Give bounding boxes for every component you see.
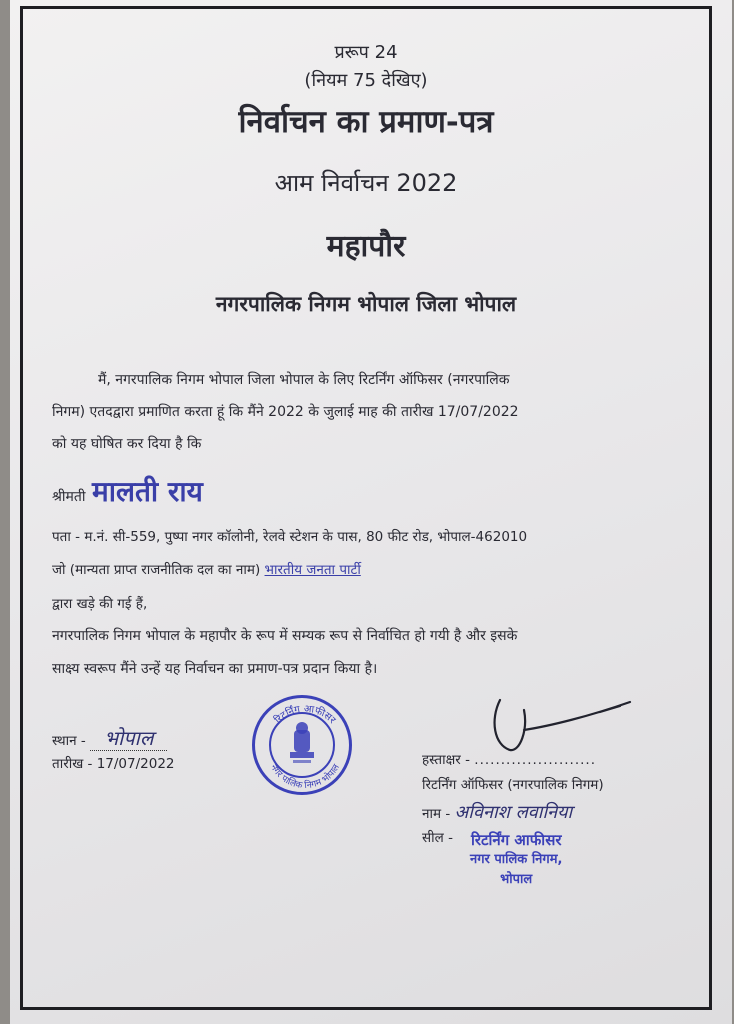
party-row bbox=[52, 560, 361, 578]
official-seal bbox=[252, 695, 352, 795]
svg-text:रिटर्निंग आफीसर bbox=[272, 704, 338, 727]
form-number: प्ररूप 24 bbox=[334, 42, 398, 63]
officer-name-row bbox=[422, 800, 572, 824]
officer-stamp bbox=[470, 830, 562, 890]
place-label: स्थान - bbox=[52, 733, 86, 749]
certificate-title: निर्वाचन का प्रमाण-पत्र bbox=[238, 104, 494, 140]
svg-text:नगर पालिक निगम भोपाल bbox=[268, 762, 342, 791]
seal-label: सील - bbox=[422, 830, 453, 846]
election-name: आम निर्वाचन 2022 bbox=[274, 169, 458, 197]
rule-reference: (नियम 75 देखिए) bbox=[304, 70, 428, 91]
conclusion-paragraph bbox=[52, 620, 692, 686]
candidate-name: मालती राय bbox=[91, 475, 203, 508]
date-row: तारीख - 17/07/2022 bbox=[52, 756, 175, 772]
place-handwritten: भोपाल bbox=[90, 726, 167, 751]
declaration-paragraph bbox=[52, 364, 692, 460]
place-row bbox=[52, 724, 167, 751]
stamp-line-2: नगर पालिक निगम, bbox=[470, 852, 563, 867]
seal-text-bottom: नगर पालिक निगम भोपाल bbox=[268, 762, 342, 792]
officer-name-handwritten: अविनाश लवानिया bbox=[454, 802, 573, 823]
signature-label: हस्ताक्षर - ....................... bbox=[422, 752, 596, 768]
officer-designation: रिटर्निंग ऑफिसर (नगरपालिक निगम) bbox=[422, 777, 604, 793]
declaration-line-1: मैं, नगरपालिक निगम भोपाल जिला भोपाल के लिए रिटर्निंग ऑफिसर (नगरपालिक bbox=[98, 372, 510, 388]
stamp-line-1: रिटर्निंग आफीसर bbox=[470, 831, 562, 849]
seal-text-top: रिटर्निंग आफीसर bbox=[272, 703, 338, 726]
conclusion-line-2: साक्ष्य स्वरूप मैंने उन्हें यह निर्वाचन का प्रमाण-पत्र प्रदान किया है। bbox=[52, 661, 378, 677]
stood-by-text: द्वारा खड़े की गई हैं, bbox=[52, 596, 148, 612]
post-name: महापौर bbox=[326, 229, 406, 264]
municipal-body: नगरपालिक निगम भोपाल जिला भोपाल bbox=[215, 292, 517, 316]
candidate-honorific: श्रीमती bbox=[52, 489, 86, 505]
declaration-line-2: निगम) एतदद्वारा प्रमाणित करता हूं कि मैंने 2022 के जुलाई माह की तारीख 17/07/2022 bbox=[52, 404, 519, 420]
conclusion-line-1: नगरपालिक निगम भोपाल के महापौर के रूप में सम्यक रूप से निर्वाचित हो गयी है और इसके bbox=[52, 628, 518, 644]
party-prefix: जो (मान्यता प्राप्त राजनीतिक दल का नाम) bbox=[52, 562, 261, 578]
candidate-address: पता - म.नं. सी-559, पुष्पा नगर कॉलोनी, रेलवे स्टेशन के पास, 80 फीट रोड, भोपाल-462010 bbox=[52, 529, 528, 545]
declaration-line-3: को यह घोषित कर दिया है कि bbox=[52, 436, 202, 452]
party-name: भारतीय जनता पार्टी bbox=[264, 562, 361, 578]
stamp-line-3: भोपाल bbox=[500, 872, 533, 887]
candidate-name-row bbox=[52, 472, 203, 510]
officer-name-label: नाम - bbox=[422, 806, 451, 822]
